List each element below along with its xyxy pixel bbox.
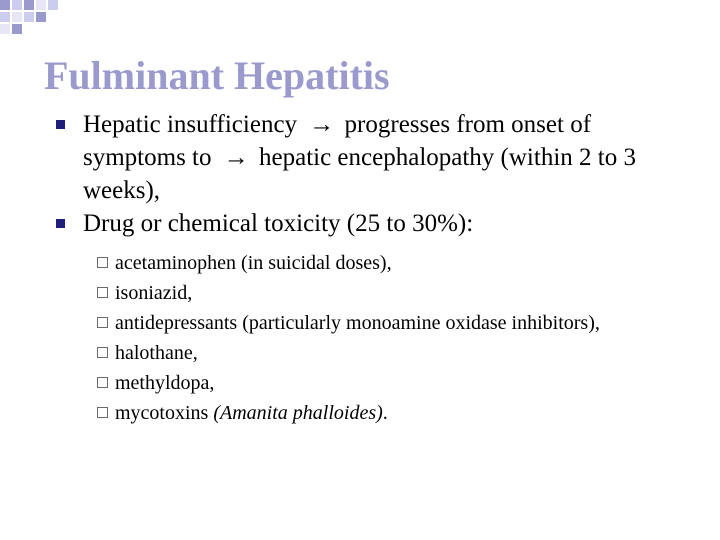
- hollow-square-bullet-icon: [97, 257, 108, 268]
- hollow-square-bullet-icon: [97, 407, 108, 418]
- bullet-item: [0, 207, 720, 428]
- deco-square: [12, 24, 22, 34]
- sub-bullet-italic-text: (Amanita phalloides): [213, 402, 383, 424]
- deco-square: [12, 0, 22, 10]
- sub-bullet-item: [0, 398, 694, 428]
- square-bullet-icon: [56, 120, 65, 129]
- sub-bullet-suffix: .: [382, 402, 388, 424]
- sub-bullet-item: [0, 338, 694, 368]
- sub-bullet-text: mycotoxins: [115, 402, 214, 424]
- sub-bullet-text: halothane,: [115, 342, 198, 364]
- deco-square: [36, 12, 46, 22]
- title-underline: [32, 98, 720, 100]
- arrow-right-icon: →: [223, 144, 249, 171]
- deco-square: [24, 12, 34, 22]
- slide-title: Fulminant Hepatitis: [44, 53, 390, 98]
- hollow-square-bullet-icon: [97, 317, 108, 328]
- square-bullet-icon: [56, 219, 65, 228]
- deco-square: [0, 24, 10, 34]
- bullet-list: [0, 108, 720, 428]
- corner-decoration: [0, 0, 80, 40]
- hollow-square-bullet-icon: [97, 377, 108, 388]
- bullet-item: [0, 108, 720, 207]
- sub-bullet-item: [0, 278, 694, 308]
- deco-square: [0, 0, 10, 10]
- sub-bullet-text: antidepressants (particularly monoamine oxidase inhibitors),: [115, 312, 600, 334]
- sub-bullet-text: acetaminophen (in suicidal doses),: [115, 252, 392, 274]
- deco-square: [36, 0, 46, 10]
- sub-bullet-text: methyldopa,: [115, 372, 215, 394]
- deco-square: [0, 12, 10, 22]
- bullet-text: Drug or chemical toxicity (25 to 30%):: [83, 210, 474, 237]
- arrow-right-icon: →: [309, 111, 335, 138]
- bullet-text: Hepatic insufficiency: [83, 111, 304, 138]
- deco-square: [24, 0, 34, 10]
- sub-bullet-list: [83, 248, 694, 428]
- deco-square: [48, 0, 58, 10]
- bullet-text: hepatic encephalopathy (within 2 to 3 weeks),: [83, 144, 636, 204]
- hollow-square-bullet-icon: [97, 287, 108, 298]
- sub-bullet-item: [0, 368, 694, 398]
- sub-bullet-text: isoniazid,: [115, 282, 193, 304]
- hollow-square-bullet-icon: [97, 347, 108, 358]
- sub-bullet-item: [0, 308, 694, 338]
- bullet-text: progresses from onset of symptoms to: [83, 111, 592, 171]
- sub-bullet-item: [0, 248, 694, 278]
- deco-square: [12, 12, 22, 22]
